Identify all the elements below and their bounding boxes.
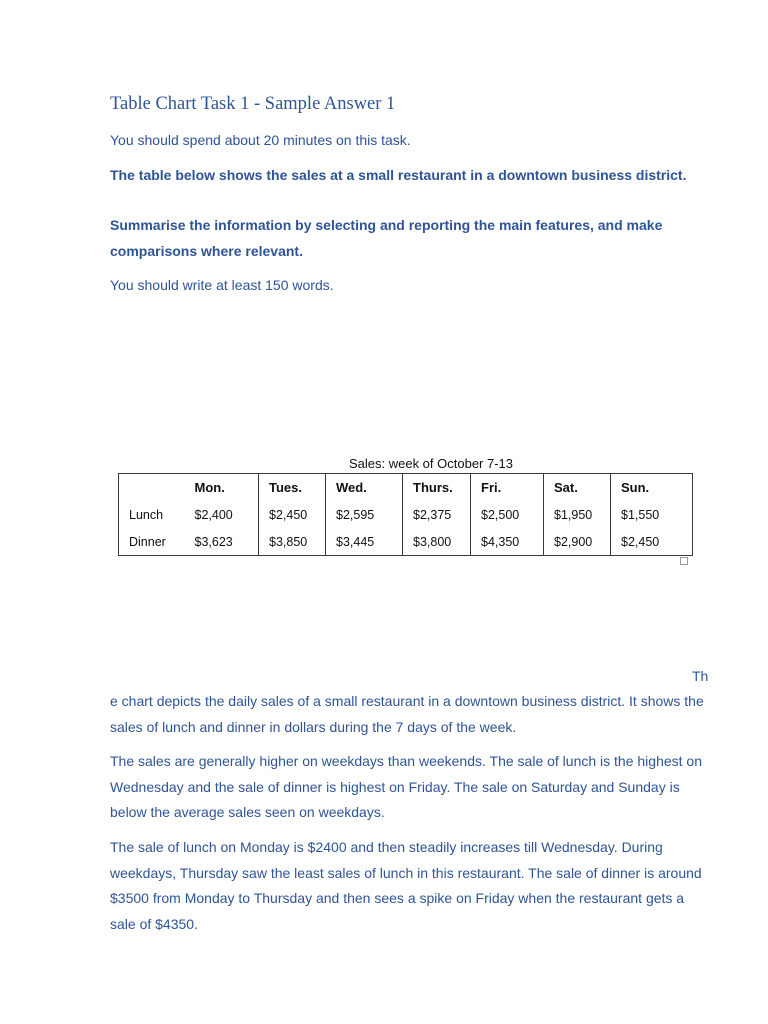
table-caption: Sales: week of October 7-13 — [348, 456, 514, 471]
table-cell: $2,500 — [471, 501, 544, 528]
task-description: The table below shows the sales at a small restaurant in a downtown business district. — [110, 167, 687, 183]
table-cell: $2,450 — [611, 528, 693, 556]
column-header: Fri. — [471, 474, 544, 502]
row-label: Dinner — [119, 528, 185, 556]
table-header-row — [119, 474, 693, 502]
table-row-dinner — [119, 528, 693, 556]
answer-paragraph-2: The sales are generally higher on weekdays than weekends. The sale of lunch is the highest on Wednesday and the sale of dinner is highest on Friday. The sale on Saturday and Sunday is below the average sales seen on weekdays. — [110, 753, 702, 821]
table-cell: $1,550 — [611, 501, 693, 528]
column-header: Tues. — [259, 474, 326, 502]
table-row-lunch — [119, 501, 693, 528]
table-cell: $3,850 — [259, 528, 326, 556]
table-cell: $2,900 — [544, 528, 611, 556]
time-instruction: You should spend about 20 minutes on this task. — [110, 132, 411, 148]
table-cell: $1,950 — [544, 501, 611, 528]
table-cell: $3,800 — [403, 528, 471, 556]
table-corner-cell — [119, 474, 185, 502]
table-cell: $4,350 — [471, 528, 544, 556]
column-header: Mon. — [185, 474, 259, 502]
column-header: Sat. — [544, 474, 611, 502]
table-cell: $2,400 — [185, 501, 259, 528]
table-cell: $3,445 — [326, 528, 403, 556]
task-instruction: Summarise the information by selecting and reporting the main features, and make comparisons where relevant. — [110, 217, 663, 259]
table-cell: $3,623 — [185, 528, 259, 556]
word-count-instruction: You should write at least 150 words. — [110, 277, 334, 293]
answer-paragraph-1: e chart depicts the daily sales of a small restaurant in a downtown business district. It shows the sales of lunch and dinner in dollars during the 7 days of the week. — [110, 693, 704, 735]
sales-table-figure — [118, 455, 684, 556]
row-label: Lunch — [119, 501, 185, 528]
answer-paragraph-3: The sale of lunch on Monday is $2400 and then steadily increases till Wednesday. During weekdays, Thursday saw the least sales of lunch in this restaurant. The sale of dinner is around $3500 from Monday to Thursday and then sees a spike on Friday when the restaurant gets a sale of $4350. — [110, 839, 702, 932]
image-resize-handle[interactable] — [680, 557, 688, 565]
sales-table — [118, 473, 693, 556]
answer-fragment: Th — [692, 668, 709, 684]
column-header: Wed. — [326, 474, 403, 502]
page-title: Table Chart Task 1 - Sample Answer 1 — [110, 94, 396, 114]
column-header: Sun. — [611, 474, 693, 502]
column-header: Thurs. — [403, 474, 471, 502]
table-cell: $2,595 — [326, 501, 403, 528]
table-cell: $2,375 — [403, 501, 471, 528]
table-cell: $2,450 — [259, 501, 326, 528]
